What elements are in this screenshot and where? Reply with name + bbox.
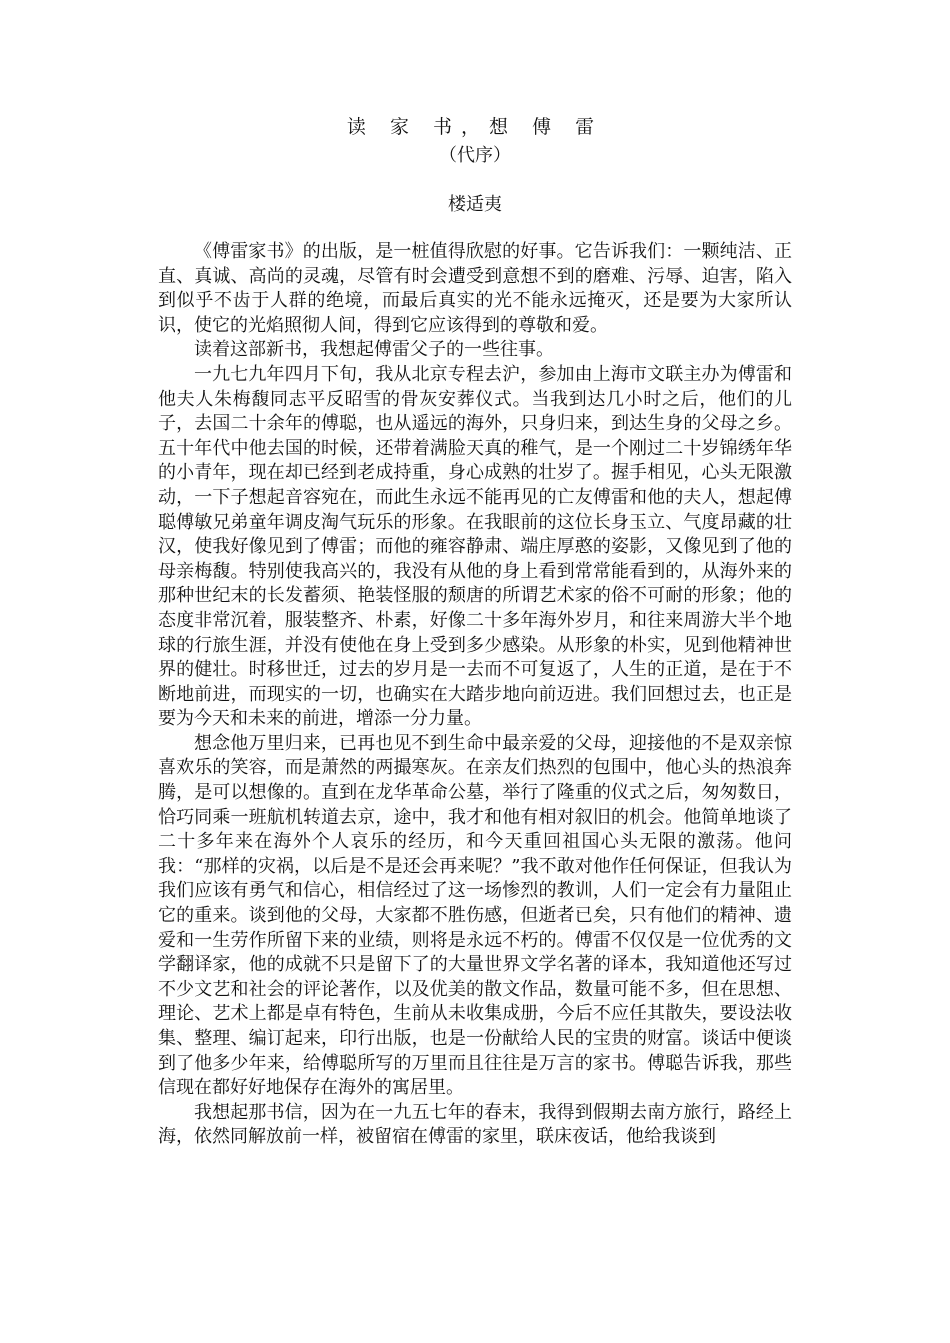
paragraph: 《傅雷家书》的出版，是一桩值得欣慰的好事。它告诉我们：一颗纯洁、正直、真诚、高尚的灵魂，尽管有时会遭受到意想不到的磨难、污辱、迫害，陷入到似乎不齿于人群的绝境，而最后真实的光不能永远掩灭，还是要为大家所认识，使它的光焰照彻人间，得到它应该得到的尊敬和爱。 [158, 241, 792, 336]
document-subtitle: （代序） [439, 145, 511, 166]
paragraph: 想念他万里归来，已再也见不到生命中最亲爱的父母，迎接他的不是双亲惊喜欢乐的笑容，而是萧然的两撮寒灰。在亲友们热烈的包围中，他心头的热浪奔腾，是可以想像的。直到在龙华革命公墓，举行了隆重的仪式之后，匆匆数日，恰巧同乘一班航机转道去京，途中，我才和他有相对叙旧的机会。他简单地谈了二十多年来在海外个人哀乐的经历，和今天重回祖国心头无限的激荡。他问我：“那样的灾祸，以后是不是还会再来呢？”我不敢对他作任何保证，但我认为我们应该有勇气和信心，相信经过了这一场惨烈的教训，人们一定会有力量阻止它的重来。谈到他的父母，大家都不胜伤感，但逝者已矣，只有他们的精神、遗爱和一生劳作所留下来的业绩，则将是永远不朽的。傅雷不仅仅是一位优秀的文学翻译家，他的成就不只是留下了的大量世界文学名著的译本，我知道他还写过不少文艺和社会的评论著作，以及优美的散文作品，数量可能不多，但在思想、理论、艺术上都是卓有特色，生前从未收集成册，今后不应任其散失，要设法收集、整理、编订起来，印行出版，也是一份献给人民的宝贵的财富。谈话中便谈到了他多少年来，给傅聪所写的万里而且往往是万言的家书。傅聪告诉我，那些信现在都好好地保存在海外的寓居里。 [158, 732, 792, 1099]
body-text [158, 240, 792, 1150]
paragraph: 一九七九年四月下旬，我从北京专程去沪，参加由上海市文联主办为傅雷和他夫人朱梅馥同志平反昭雪的骨灰安葬仪式。当我到达几小时之后，他们的儿子，去国二十余年的傅聪，也从遥远的海外，只身归来，到达生身的父母之乡。五十年代中他去国的时候，还带着满脸天真的稚气，是一个刚过二十岁锦绣年华的小青年，现在却已经到老成持重，身心成熟的壮岁了。握手相见，心头无限激动，一下子想起音容宛在，而此生永远不能再见的亡友傅雷和他的夫人，想起傅聪傅敏兄弟童年调皮淘气玩乐的形象。在我眼前的这位长身玉立、气度昂藏的壮汉，使我好像见到了傅雷；而他的雍容静肃、端庄厚憨的姿影，又像见到了他的母亲梅馥。特别使我高兴的，我没有从他的身上看到常常能看到的，从海外来的那种世纪末的长发蓄须、艳装怪服的颓唐的所谓艺术家的俗不可耐的形象；他的态度非常沉着，服装整齐、朴素，好像二十多年海外岁月，和往来周游大半个地球的行旅生涯，并没有使他在身上受到多少感染。从形象的朴实，见到他精神世界的健壮。时移世迁，过去的岁月是一去而不可复返了，人生的正道，是在于不断地前进，而现实的一切，也确实在大踏步地向前迈进。我们回想过去，也正是要为今天和未来的前进，增添一分力量。 [158, 363, 792, 730]
author-name: 楼适夷 [448, 194, 502, 215]
document-page [158, 112, 792, 1150]
document-title: 读 家 书，想 傅 雷 [346, 116, 604, 138]
paragraph: 我想起那书信，因为在一九五七年的春末，我得到假期去南方旅行，路经上海，依然同解放前一样，被留宿在傅雷的家里，联床夜话，他给我谈到 [158, 1101, 792, 1148]
paragraph: 读着这部新书，我想起傅雷父子的一些往事。 [194, 339, 554, 361]
